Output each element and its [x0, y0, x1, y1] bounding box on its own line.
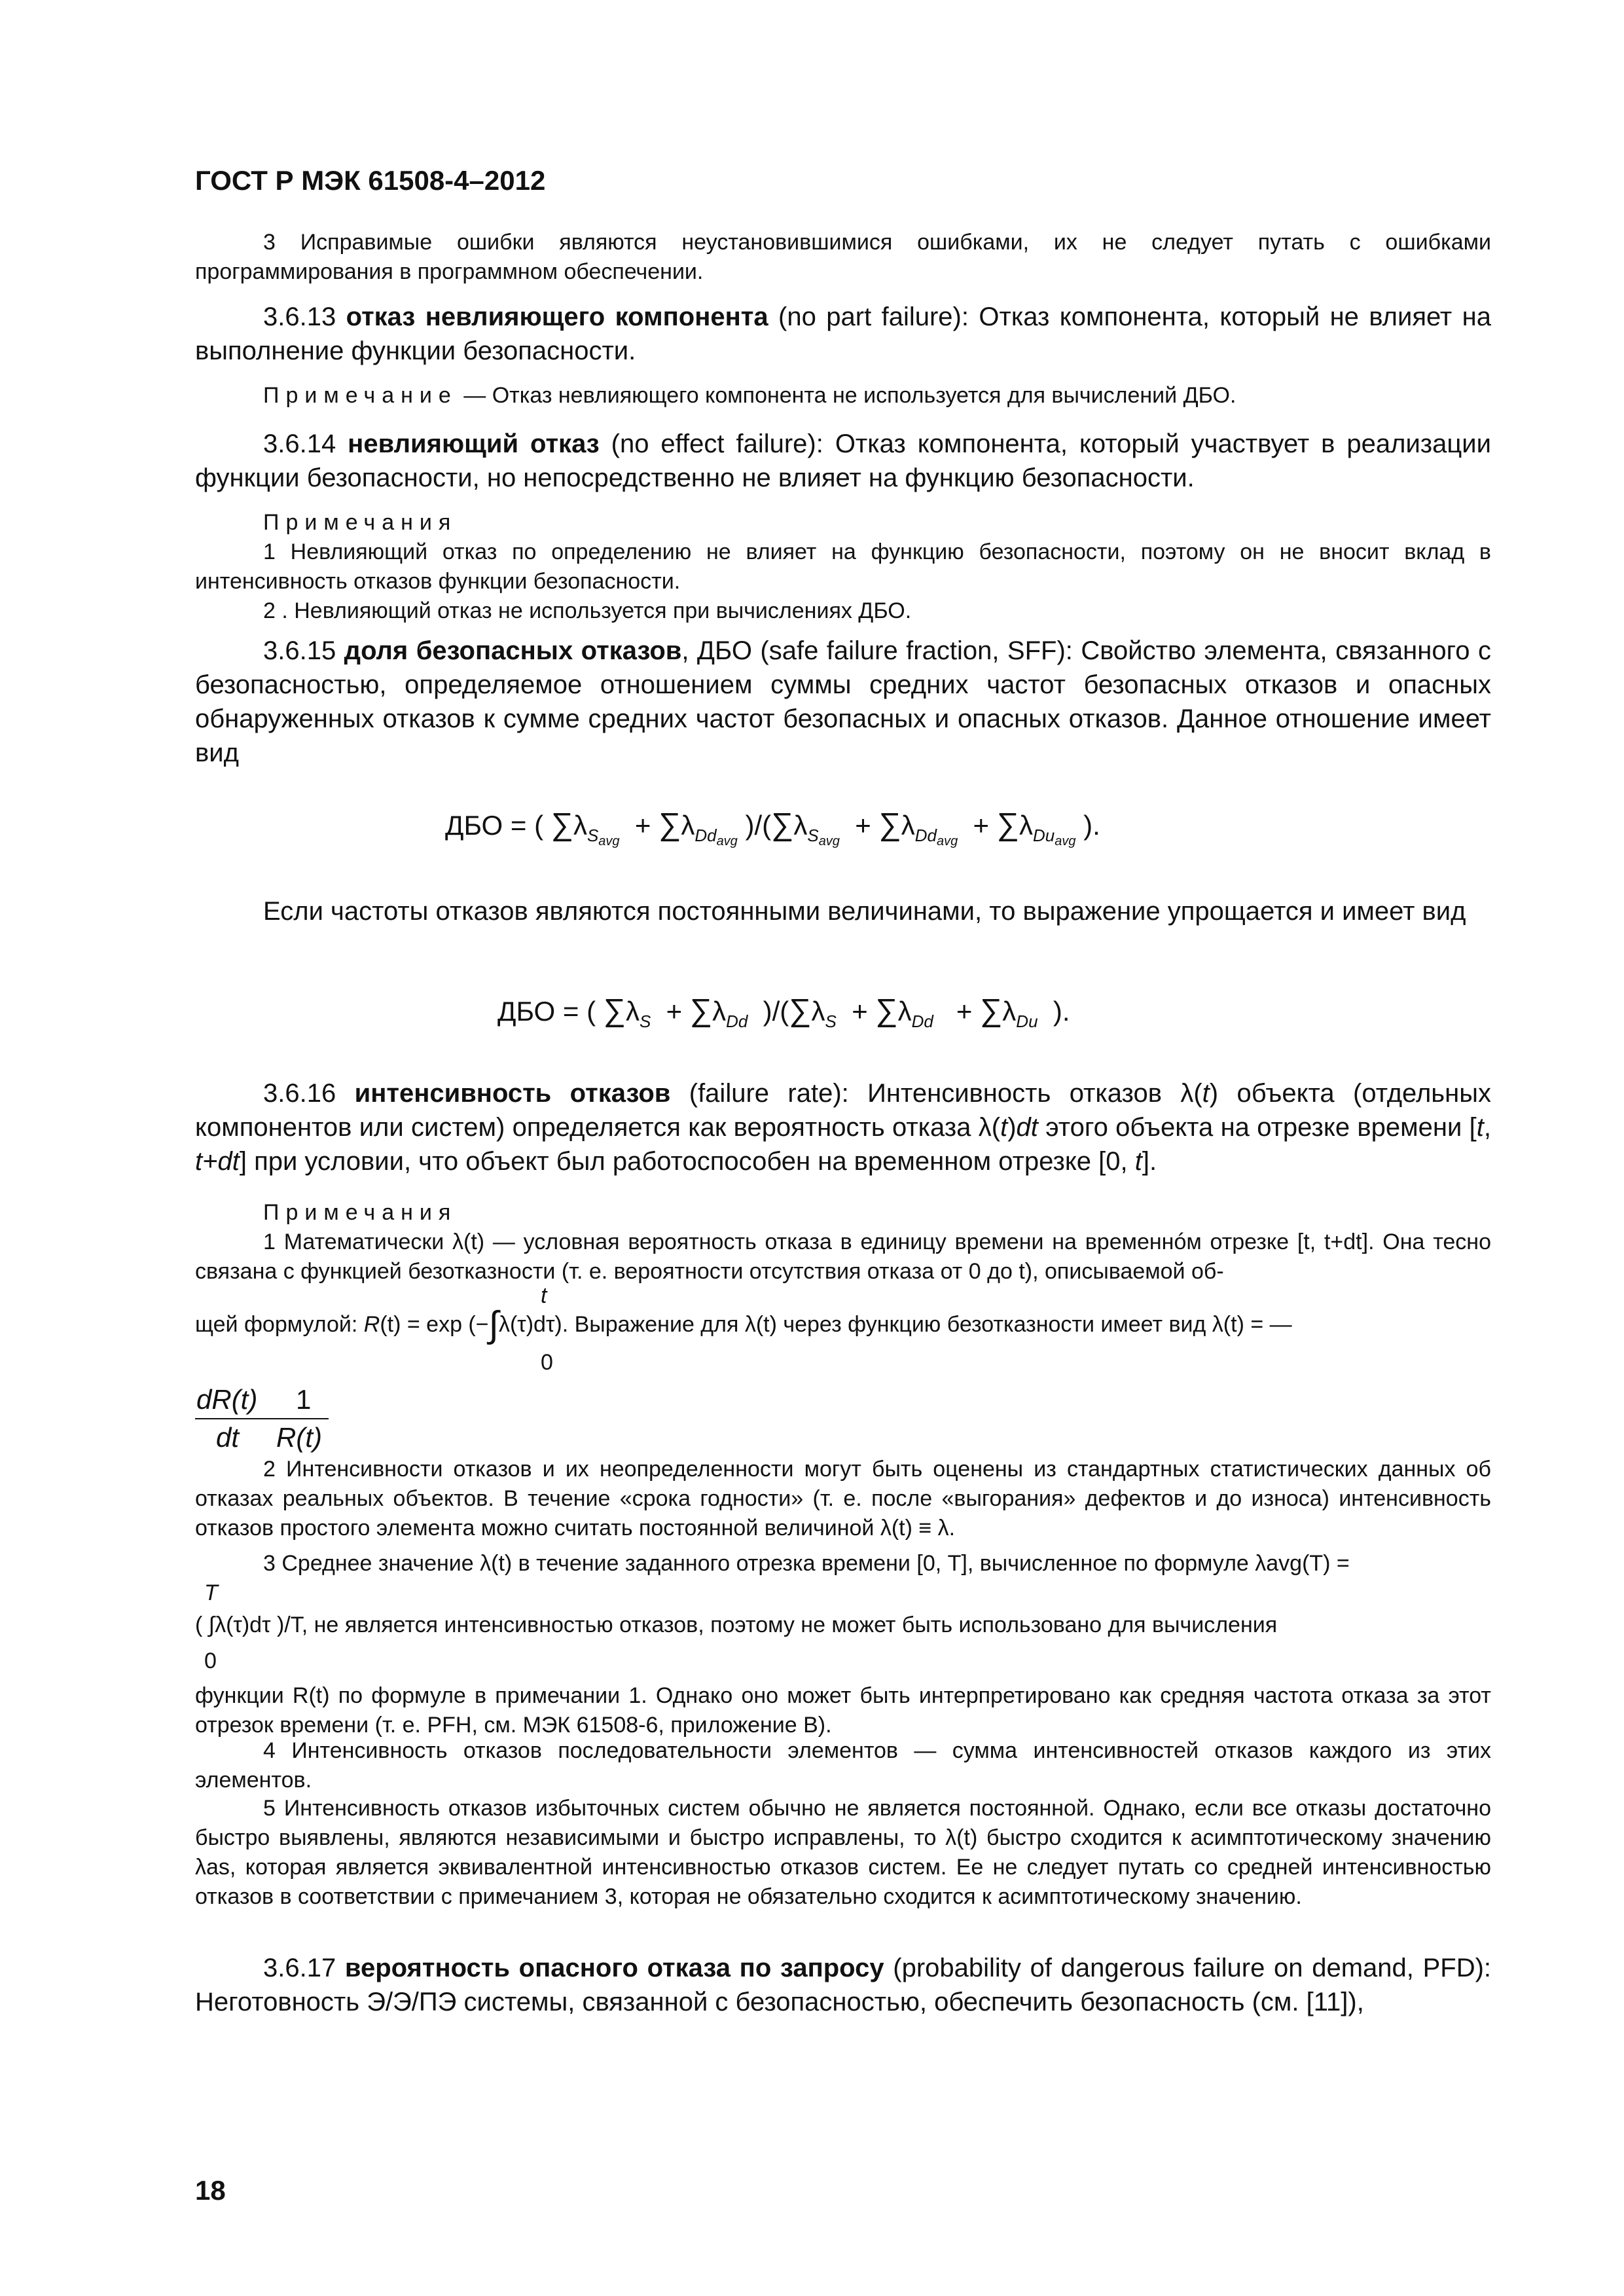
fraction-numerator-2: 1: [296, 1384, 312, 1415]
fraction-bar-2: [275, 1418, 329, 1419]
document-header: ГОСТ Р МЭК 61508-4–2012: [195, 165, 546, 196]
note-3-average-value: 3 Среднее значение λ(t) в течение заданного отрезка времени [0, T], вычисленное по формуле λavg(T) =: [263, 1551, 1350, 1576]
term-3-6-17: 3.6.17 вероятность опасного отказа по запросу (probability of dangerous failure on demand, PFD): Неготовность Э/Э/ПЭ системы, связанной с безопасностью, обеспечить безопасность (см. [11]),: [195, 1954, 1492, 2016]
term-3-6-15: 3.6.15 доля безопасных отказов, ДБО (safe failure fraction, SFF): Свойство элемента, связанного с безопасностью, определяемое отношением суммы средних частот безопасных отказов и опасных обнаруженных отказов к сумме средних частот безопасных и опасных отказов. Данное отношение имеет вид: [195, 636, 1491, 767]
integral-upper-limit: t: [541, 1283, 547, 1308]
integral2-lower-limit: 0: [204, 1649, 217, 1673]
fraction-bar-1: [195, 1418, 275, 1419]
term-3-6-13: 3.6.13 отказ невлияющего компонента (no part failure): Отказ компонента, который не влияет на выполнение функции безопасности.: [195, 302, 1491, 365]
note-3-correctable-errors: 3 Исправимые ошибки являются неустановившимися ошибками, их не следует путать с ошибками программирования в программном обеспечении.: [195, 230, 1491, 284]
note-5-redundant-systems: 5 Интенсивность отказов избыточных систем обычно не является постоянной. Однако, если все отказы достаточно быстро выявлены, являются независимыми и быстро исправлены, то λ(t) быстро сходится к асимптотическому значению λas, которая является эквивалентной интенсивностью отказов систем. Ее не следует путать со средней интенсивностью отказов в соответствии с примечанием 3, которая не обязательно сходится к асимптотическому значению.: [195, 1796, 1491, 1909]
notes-3-6-16-intro: Примечания 1 Математически λ(t) — условная вероятность отказа в единицу времени на временнóм отрезке [t, t+dt]. Она тесно связана с функцией безотказности (т. е. вероятности отсутствия отказа от 0 до t), описываемой об-: [195, 1200, 1491, 1284]
note-3-6-13: Примечание — Отказ невлияющего компонента не используется для вычислений ДБО.: [263, 383, 1236, 408]
note-3-average-integral: ( ∫λ(τ)dτ )/T, не является интенсивностью отказов, поэтому не может быть использовано для вычисления: [195, 1613, 1278, 1637]
page-number: 18: [195, 2175, 226, 2206]
note-1-reliability-formula: щей формулой: R(t) = exp (−∫λ(τ)dτ). Выражение для λ(t) через функцию безотказности имеет вид λ(t) = —: [195, 1303, 1292, 1345]
integral2-upper-limit: T: [204, 1580, 218, 1605]
fraction-denominator-1: dt: [216, 1422, 240, 1453]
sff-formula-constant: ДБО = ( $\sum\lambda_S + \sum\lambda_{Dd}$ )$/(\sum\lambda_S + \sum\lambda_{Dd} + \sum\lambda_{Du}$ ).: [497, 993, 1070, 1031]
term-3-6-14: 3.6.14 невлияющий отказ (no effect failure): Отказ компонента, который участвует в реализации функции безопасности, но непосредственно не влияет на функцию безопасности.: [195, 429, 1491, 492]
note-3-continuation: функции R(t) по формуле в примечании 1. Однако оно может быть интерпретировано как средняя частота отказа за этот отрезок времени (т. е. PFH, см. МЭК 61508-6, приложение В).: [195, 1683, 1491, 1738]
integral-lower-limit: 0: [541, 1350, 553, 1375]
fraction-numerator-1: dR(t): [196, 1384, 258, 1415]
notes-3-6-14: Примечания 1 Невлияющий отказ по определению не влияет на функцию безопасности, поэтому он не вносит вклад в интенсивность отказов функции безопасности. 2 . Невлияющий отказ не используется при вычислениях ДБО.: [195, 510, 1491, 623]
note-4-series: 4 Интенсивность отказов последовательности элементов — сумма интенсивностей отказов каждого из этих элементов.: [195, 1738, 1491, 1793]
fraction-denominator-2: R(t): [276, 1422, 322, 1453]
note-2-failure-rate-estimation: 2 Интенсивности отказов и их неопределенности могут быть оценены из стандартных статистических данных об отказах реальных объектов. В течение «срока годности» (т. е. после «выгорания» дефектов и до износа) интенсивность отказов простого элемента можно считать постоянной величиной λ(t) ≡ λ.: [195, 1457, 1491, 1540]
sff-formula-avg: ДБО = ( $\sum\lambda_{S_{avg}} + \sum\lambda_{Dd_{avg}}$ )$/(\sum\lambda_{S_{avg}} + \sum\lambda_{Dd_{avg}} + \sum\lambda_{Du_{avg}}$ ).: [445, 807, 1100, 848]
constant-rates-paragraph: Если частоты отказов являются постоянными величинами, то выражение упрощается и имеет вид: [263, 897, 1466, 926]
term-3-6-16: 3.6.16 интенсивность отказов (failure rate): Интенсивность отказов λ(t) объекта (отдельных компонентов или систем) определяется как вероятность отказа λ(t)dt этого объекта на отрезке времени [t, t+dt] при условии, что объект был работоспособен на временном отрезке [0, t].: [195, 1079, 1491, 1176]
